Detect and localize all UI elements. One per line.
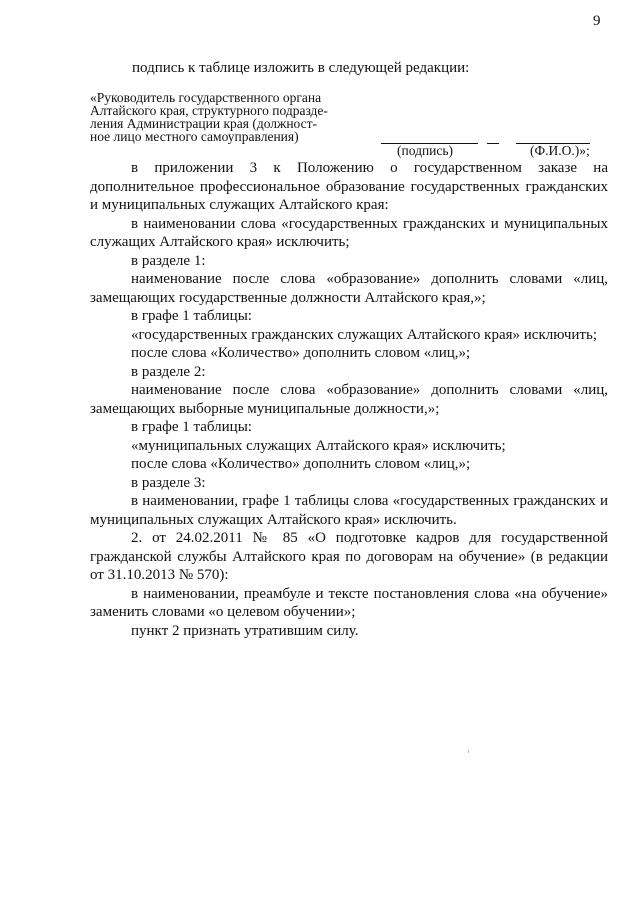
signature-block (90, 91, 328, 143)
signature-line-3: ления Администрации края (должност- (90, 116, 318, 131)
paragraph: в наименовании слова «государственных гражданских и муниципальных служащих Алтайского края» исключить; (90, 215, 608, 250)
paragraph: «государственных гражданских служащих Алтайского края» исключить; (131, 326, 597, 343)
fio-label: (Ф.И.О.)»; (530, 143, 590, 158)
signature-line-1: «Руководитель государственного органа (90, 90, 322, 105)
paragraph: после слова «Количество» дополнить словом «лиц,»; (131, 345, 471, 361)
paragraph: в графе 1 таблицы: (131, 419, 252, 435)
paragraph: наименование после слова «образование» дополнить словами «лиц, замещающих выборные муниципальные должности,»; (90, 382, 608, 417)
paragraph: после слова «Количество» дополнить словом «лиц,»; (131, 456, 471, 472)
page-number: 9 (593, 13, 601, 29)
signature-line-4: ное лицо местного самоуправления) (90, 129, 299, 144)
signature-underline-dash (487, 143, 499, 144)
paragraph: в разделе 3: (131, 474, 206, 491)
paragraph: в приложении 3 к Положению о государственном заказе на дополнительное профессиональное образование государственных гражданских и муниципальных служащих Алтайского края: (90, 160, 608, 213)
paragraph: в разделе 1: (131, 252, 206, 269)
paragraph: в графе 1 таблицы: (131, 308, 252, 324)
body-text (90, 159, 608, 640)
intro-line: подпись к таблице изложить в следующей редакции: (132, 60, 470, 76)
signature-label: (подпись) (397, 143, 454, 158)
paragraph: 2. от 24.02.2011 № 85 «О подготовке кадров для государственной гражданской службы Алтайского края по договорам на обучение» (в редакции от 31.10.2013 № 570): (90, 530, 608, 583)
paragraph: наименование после слова «образование» дополнить словами «лиц, замещающих государственные должности Алтайского края,»; (90, 271, 608, 306)
paragraph: пункт 2 признать утратившим силу. (131, 622, 359, 639)
paragraph: в наименовании, графе 1 таблицы слова «государственных гражданских и муниципальных служащих Алтайского края» исключить. (90, 493, 608, 528)
paragraph: в разделе 2: (131, 363, 206, 380)
paragraph: «муниципальных служащих Алтайского края» исключить; (131, 437, 506, 454)
scan-speck (468, 750, 469, 753)
signature-line-2: Алтайского края, структурного подразде- (90, 103, 328, 118)
paragraph: в наименовании, преамбуле и тексте постановления слова «на обучение» заменить словами «о целевом обучении»; (90, 585, 608, 620)
